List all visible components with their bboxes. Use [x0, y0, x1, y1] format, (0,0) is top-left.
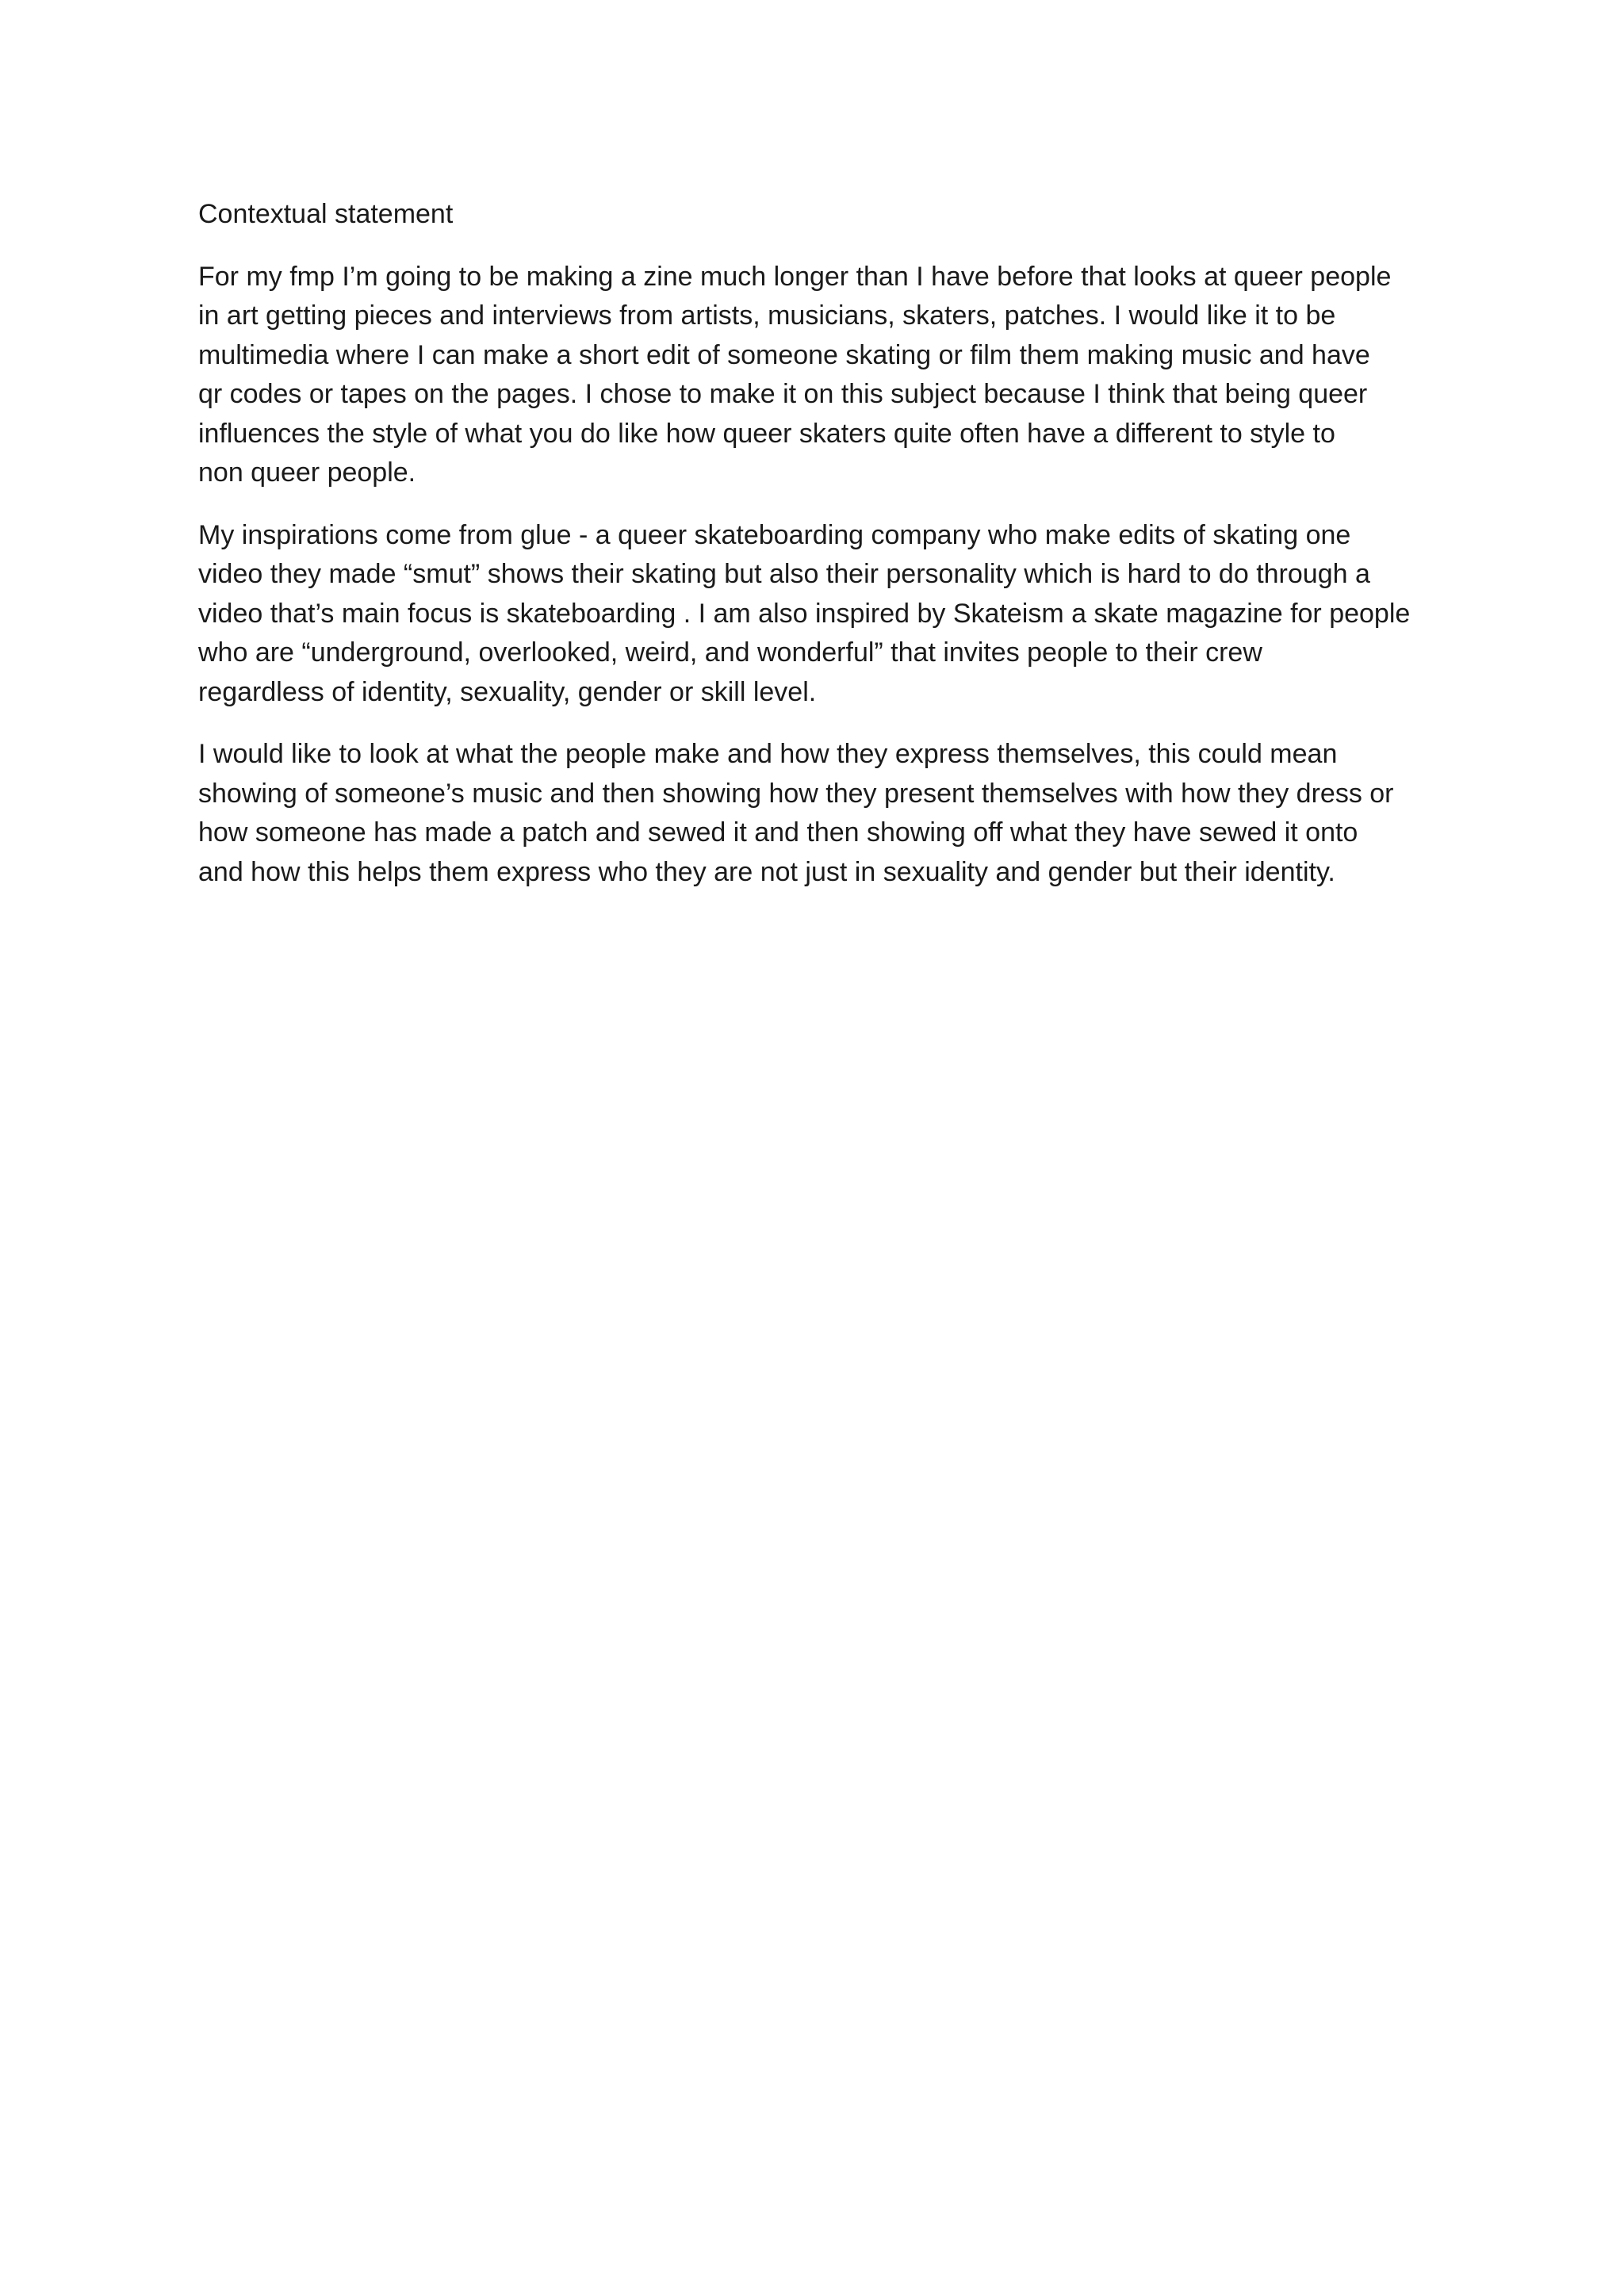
paragraph-line: regardless of identity, sexuality, gender or skill level.	[198, 676, 817, 707]
paragraph-3	[198, 735, 1451, 892]
paragraph-line: who are “underground, overlooked, weird, and wonderful” that invites people to their crew	[198, 637, 1262, 668]
paragraph-line: and how this helps them express who they are not just in sexuality and gender but their identity.	[198, 856, 1335, 887]
paragraph-line: My inspirations come from glue - a queer skateboarding company who make edits of skating one	[198, 519, 1351, 550]
paragraph-1	[198, 258, 1451, 493]
paragraph-line: in art getting pieces and interviews from artists, musicians, skaters, patches. I would like it to be	[198, 300, 1336, 331]
paragraph-line: I would like to look at what the people make and how they express themselves, this could mean	[198, 739, 1338, 769]
paragraph-line: showing of someone’s music and then showing how they present themselves with how they dress or	[198, 778, 1394, 809]
document-title: Contextual statement	[198, 199, 454, 229]
paragraph-2	[198, 516, 1451, 713]
paragraph-line: qr codes or tapes on the pages. I chose to make it on this subject because I think that being queer	[198, 379, 1368, 409]
paragraph-line: video they made “smut” shows their skating but also their personality which is hard to do through a	[198, 559, 1370, 589]
paragraph-line: multimedia where I can make a short edit of someone skating or film them making music and have	[198, 339, 1370, 370]
paragraph-line: video that’s main focus is skateboarding . I am also inspired by Skateism a skate magazine for people	[198, 598, 1411, 629]
paragraph-line: non queer people.	[198, 457, 416, 488]
paragraph-line: influences the style of what you do like how queer skaters quite often have a different to style to	[198, 418, 1335, 449]
document-body	[198, 195, 1451, 915]
paragraph-line: For my fmp I’m going to be making a zine much longer than I have before that looks at queer people	[198, 261, 1392, 292]
paragraph-line: how someone has made a patch and sewed it and then showing off what they have sewed it onto	[198, 817, 1358, 848]
